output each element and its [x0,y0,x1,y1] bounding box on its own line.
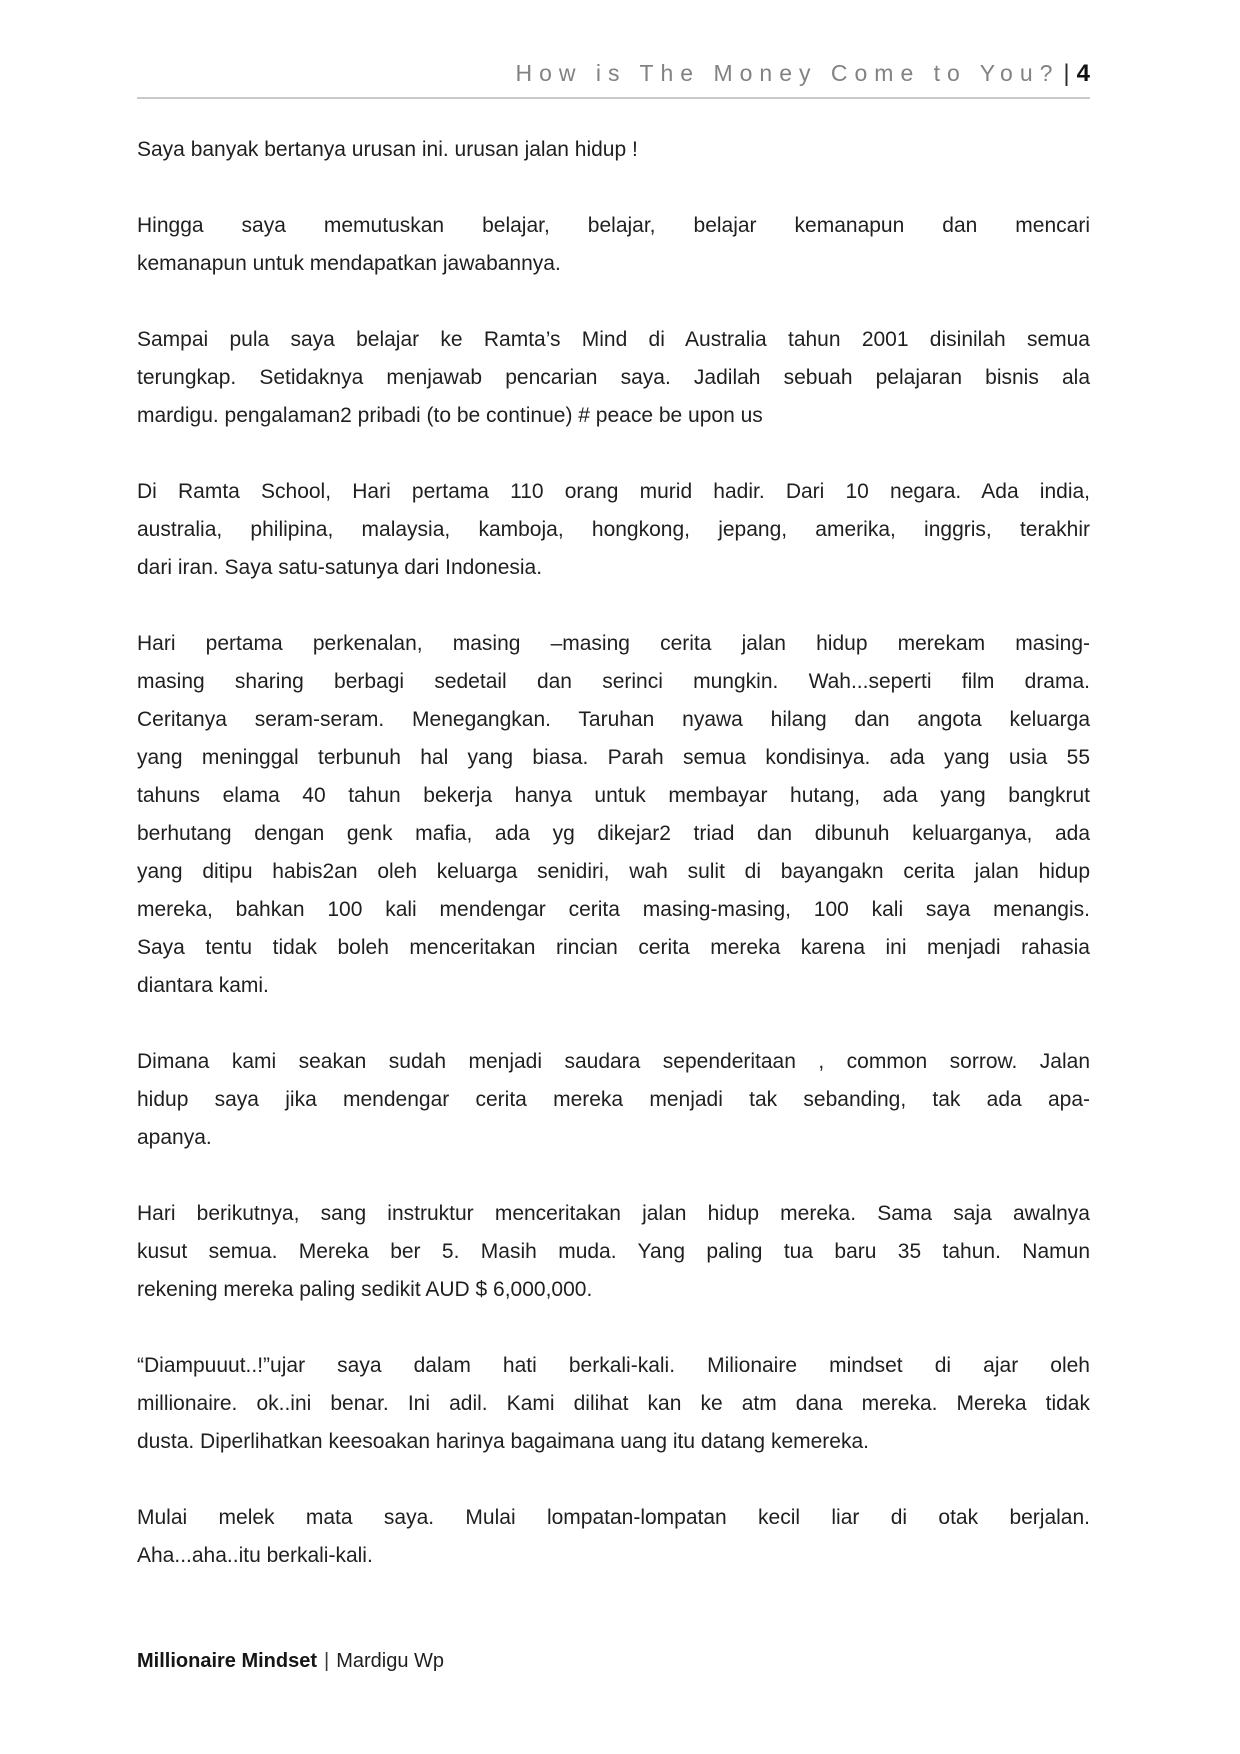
page-footer [137,1650,444,1673]
text-line: “Diampuuut..!”ujar saya dalam hati berkali-kali. Milionaire mindset di ajar oleh [137,1354,1090,1377]
text-line: Sampai pula saya belajar ke Ramta’s Mind di Australia tahun 2001 disinilah semua [137,328,1090,351]
text-line: terungkap. Setidaknya menjawab pencarian saya. Jadilah sebuah pelajaran bisnis ala [137,366,1090,389]
text-line: Hari berikutnya, sang instruktur menceritakan jalan hidup mereka. Sama saja awalnya [137,1202,1090,1225]
footer-book-title: Millionaire Mindset [137,1650,318,1672]
text-line: millionaire. ok..ini benar. Ini adil. Kami dilihat kan ke atm dana mereka. Mereka tidak [137,1392,1090,1415]
text-line: yang ditipu habis2an oleh keluarga senidiri, wah sulit di bayangakn cerita jalan hidup [137,860,1090,883]
text-line: mereka, bahkan 100 kali mendengar cerita masing-masing, 100 kali saya menangis. [137,898,1090,921]
paragraph [137,625,1090,1005]
text-line: Dimana kami seakan sudah menjadi saudara sependeritaan , common sorrow. Jalan [137,1050,1090,1073]
paragraph [137,321,1090,435]
text-line: Hingga saya memutuskan belajar, belajar, belajar kemanapun dan mencari [137,214,1090,237]
text-line: Hari pertama perkenalan, masing –masing cerita jalan hidup merekam masing- [137,632,1090,655]
text-line: kemanapun untuk mendapatkan jawabannya. [137,252,561,275]
text-line: dusta. Diperlihatkan keesoakan harinya bagaimana uang itu datang kemereka. [137,1430,869,1453]
text-line: hidup saya jika mendengar cerita mereka menjadi tak sebanding, tak ada apa- [137,1088,1090,1111]
text-line: Di Ramta School, Hari pertama 110 orang murid hadir. Dari 10 negara. Ada india, [137,480,1090,503]
text-line: Mulai melek mata saya. Mulai lompatan-lompatan kecil liar di otak berjalan. [137,1506,1090,1529]
page-number: 4 [1076,60,1090,87]
text-line: kusut semua. Mereka ber 5. Masih muda. Yang paling tua baru 35 tahun. Namun [137,1240,1090,1263]
text-line: Saya tentu tidak boleh menceritakan rincian cerita mereka karena ini menjadi rahasia [137,936,1090,959]
footer-separator: | [324,1650,330,1672]
text-line: dari iran. Saya satu-satunya dari Indonesia. [137,556,543,579]
paragraph [137,473,1090,587]
header-separator: | [1063,60,1070,87]
paragraph [137,1347,1090,1461]
text-line: Saya banyak bertanya urusan ini. urusan jalan hidup ! [137,138,638,161]
text-line: apanya. [137,1126,212,1149]
text-line: Ceritanya seram-seram. Menegangkan. Taruhan nyawa hilang dan angota keluarga [137,708,1090,731]
text-line: berhutang dengan genk mafia, ada yg dikejar2 triad dan dibunuh keluarganya, ada [137,822,1090,845]
header-title: How is The Money Come to You? [515,60,1060,86]
text-line: masing sharing berbagi sedetail dan serinci mungkin. Wah...seperti film drama. [137,670,1090,693]
paragraph [137,1195,1090,1309]
text-line: mardigu. pengalaman2 pribadi (to be continue) # peace be upon us [137,404,763,427]
text-line: Aha...aha..itu berkali-kali. [137,1544,373,1567]
page-body [137,131,1090,1575]
text-line: tahuns elama 40 tahun bekerja hanya untuk membayar hutang, ada yang bangkrut [137,784,1090,807]
page-header [137,0,1090,99]
paragraph [137,131,1090,169]
paragraph [137,207,1090,283]
footer-author: Mardigu Wp [336,1650,445,1672]
text-line: australia, philipina, malaysia, kamboja, hongkong, jepang, amerika, inggris, terakhir [137,518,1090,541]
text-line: diantara kami. [137,974,269,997]
text-line: yang meninggal terbunuh hal yang biasa. Parah semua kondisinya. ada yang usia 55 [137,746,1090,769]
paragraph [137,1043,1090,1157]
paragraph [137,1499,1090,1575]
text-line: rekening mereka paling sedikit AUD $ 6,000,000. [137,1278,593,1301]
